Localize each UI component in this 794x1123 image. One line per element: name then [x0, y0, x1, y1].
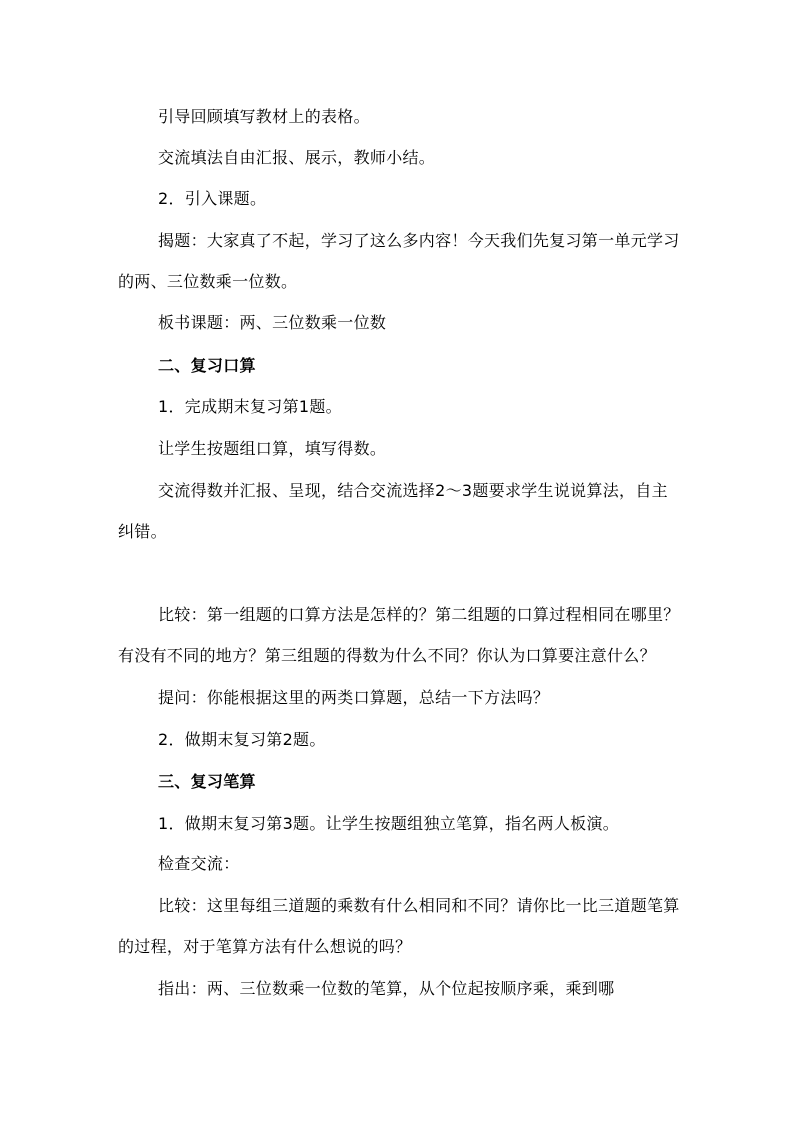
- paragraph-reveal-topic: 揭题：大家真了不起，学习了这么多内容！今天我们先复习第一单元学习的两、三位数乘一位数。: [118, 231, 680, 292]
- paragraph-review-q3: 1．做期末复习第3题。让学生按题组独立笔算，指名两人板演。: [158, 814, 620, 833]
- section-heading-mental-math: 二、复习口算: [158, 356, 256, 375]
- paragraph-ask-summary: 提问：你能根据这里的两类口算题，总结一下方法吗？: [158, 688, 550, 707]
- paragraph-review-q1: 1．完成期末复习第1题。: [158, 397, 342, 416]
- paragraph-share-answers: 交流得数并汇报、呈现，结合交流选择2～3题要求学生说说算法，自主纠错。: [118, 481, 668, 542]
- paragraph-introduce-topic: 2．引入课题。: [158, 189, 267, 208]
- paragraph-check-exchange: 检查交流：: [158, 854, 240, 873]
- paragraph-guide-table: 引导回顾填写教材上的表格。: [158, 107, 370, 126]
- paragraph-compare-groups: 比较：第一组题的口算方法是怎样的？第二组题的口算过程相同在哪里？有没有不同的地方？第三组题的得数为什么不同？你认为口算要注意什么？: [118, 605, 680, 666]
- paragraph-board-title: 板书课题：两、三位数乘一位数: [158, 313, 387, 332]
- paragraph-point-out: 指出：两、三位数乘一位数的笔算，从个位起按顺序乘，乘到哪: [158, 979, 615, 998]
- paragraph-review-q2: 2．做期末复习第2题。: [158, 730, 326, 749]
- section-heading-written-calc: 三、复习笔算: [158, 772, 256, 791]
- paragraph-oral-calc: 让学生按题组口算，填写得数。: [158, 439, 387, 458]
- paragraph-exchange-methods: 交流填法自由汇报、展示，教师小结。: [158, 148, 436, 167]
- paragraph-compare-multipliers: 比较：这里每组三道题的乘数有什么相同和不同？请你比一比三道题笔算的过程，对于笔算方法有什么想说的吗？: [118, 896, 680, 957]
